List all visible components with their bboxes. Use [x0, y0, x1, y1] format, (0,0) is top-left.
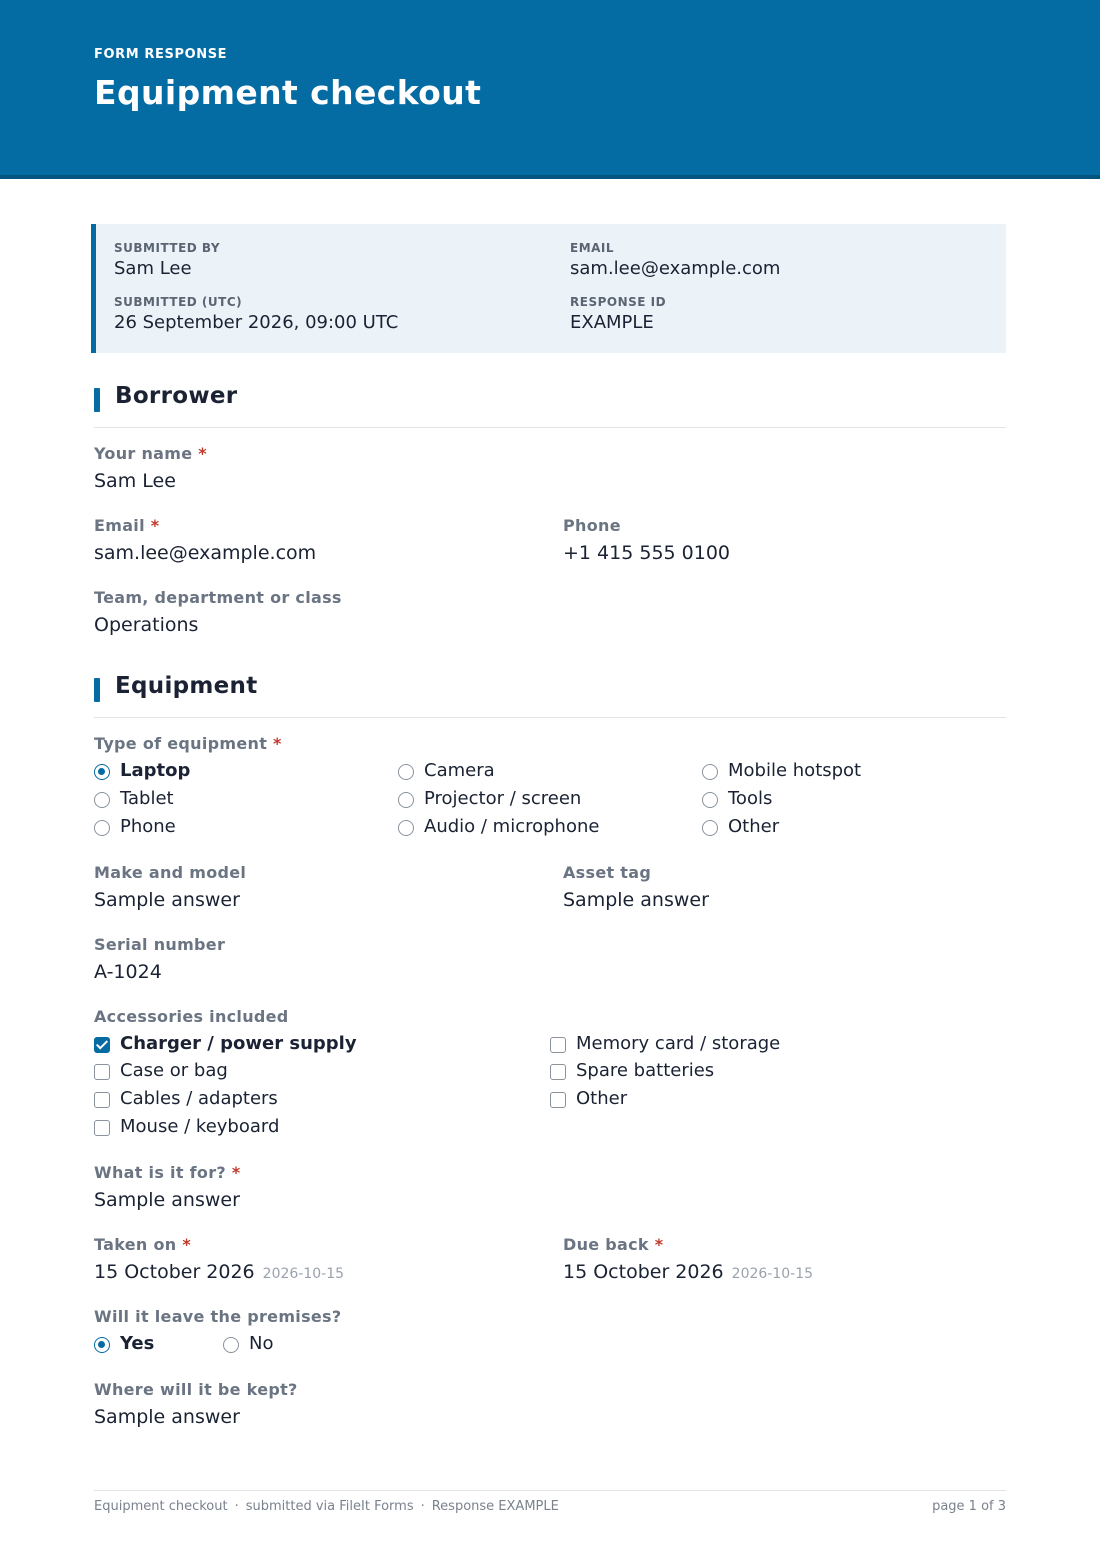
field-value: Sample answer — [94, 889, 240, 911]
section-equipment — [94, 673, 1006, 718]
checkbox-empty-icon — [94, 1092, 110, 1108]
page-footer — [94, 1490, 1006, 1514]
field-value: Sample answer — [94, 1189, 240, 1211]
field-type-of-equipment — [94, 734, 282, 753]
checkbox-empty-icon — [94, 1120, 110, 1136]
meta-value: EXAMPLE — [570, 312, 654, 333]
field-make-and-model — [94, 863, 246, 911]
required-marker: * — [654, 1235, 664, 1254]
iso-date: 2026-10-15 — [262, 1266, 345, 1282]
field-label: Where will it be kept? — [94, 1380, 298, 1399]
radio-empty-icon — [398, 820, 414, 836]
iso-date: 2026-10-15 — [731, 1266, 814, 1282]
field-accessories — [94, 1007, 289, 1026]
meta-label: EMAIL — [570, 241, 615, 255]
field-your-name — [94, 444, 207, 492]
form-header — [0, 0, 1100, 179]
field-label: Taken on * — [94, 1235, 192, 1254]
field-value: Operations — [94, 614, 199, 636]
field-value: sam.lee@example.com — [94, 542, 317, 564]
checkbox-empty-icon — [550, 1064, 566, 1080]
field-serial-number — [94, 935, 225, 983]
footer-info: Equipment checkout · submitted via FileIt Forms · Response EXAMPLE — [94, 1499, 559, 1514]
field-asset-tag — [563, 863, 709, 911]
field-value: Sam Lee — [94, 470, 176, 492]
checkbox-empty-icon — [550, 1037, 566, 1053]
submission-meta — [91, 224, 1006, 353]
section-accent-bar — [94, 678, 100, 702]
field-taken-on — [94, 1235, 344, 1283]
field-email — [94, 516, 316, 564]
radio-selected-icon — [94, 1337, 110, 1353]
field-phone — [563, 516, 730, 564]
section-title: Equipment — [115, 673, 258, 699]
radio-empty-icon — [702, 820, 718, 836]
field-label: Asset tag — [563, 863, 652, 882]
field-value: Sample answer — [563, 889, 709, 911]
meta-submitted-utc — [114, 295, 398, 333]
radio-empty-icon — [223, 1337, 239, 1353]
required-marker: * — [150, 516, 160, 535]
footer-form-name: Equipment checkout — [94, 1499, 228, 1514]
meta-submitted-by — [114, 241, 220, 279]
checkbox-empty-icon — [550, 1092, 566, 1108]
meta-response-id — [570, 295, 666, 333]
footer-submitted-via: submitted via FileIt Forms — [245, 1499, 414, 1514]
field-label: Type of equipment * — [94, 734, 282, 753]
field-what-is-it-for — [94, 1163, 241, 1211]
field-label: Team, department or class — [94, 588, 342, 607]
footer-response: Response EXAMPLE — [431, 1499, 559, 1514]
field-label: Make and model — [94, 863, 247, 882]
required-marker: * — [231, 1163, 241, 1182]
section-title: Borrower — [115, 383, 238, 409]
field-label: Due back * — [563, 1235, 664, 1254]
meta-value: 26 September 2026, 09:00 UTC — [114, 312, 399, 333]
field-value: A-1024 — [94, 961, 162, 983]
section-accent-bar — [94, 388, 100, 412]
field-value: 15 October 2026 2026-10-15 — [94, 1261, 345, 1283]
required-marker: * — [182, 1235, 192, 1254]
radio-empty-icon — [398, 764, 414, 780]
field-label: Email * — [94, 516, 160, 535]
field-label: Will it leave the premises? — [94, 1307, 342, 1326]
meta-value: sam.lee@example.com — [570, 258, 781, 279]
field-value: +1 415 555 0100 — [563, 542, 731, 564]
field-leave-premises — [94, 1307, 341, 1326]
field-where-kept — [94, 1380, 298, 1428]
radio-empty-icon — [702, 792, 718, 808]
section-borrower — [94, 383, 1006, 428]
radio-empty-icon — [398, 792, 414, 808]
radio-empty-icon — [94, 820, 110, 836]
radio-selected-icon — [94, 764, 110, 780]
field-label: Your name * — [94, 444, 207, 463]
checkbox-empty-icon — [94, 1064, 110, 1080]
checkbox-checked-icon — [94, 1037, 110, 1053]
form-kicker: FORM RESPONSE — [94, 47, 228, 62]
field-label: Serial number — [94, 935, 226, 954]
meta-value: Sam Lee — [114, 258, 192, 279]
field-label: Accessories included — [94, 1007, 289, 1026]
required-marker: * — [273, 734, 282, 753]
field-value: Sample answer — [94, 1406, 240, 1428]
form-title: Equipment checkout — [94, 73, 482, 112]
field-label: What is it for? * — [94, 1163, 241, 1182]
field-label: Phone — [563, 516, 621, 535]
field-due-back — [563, 1235, 813, 1283]
required-marker: * — [198, 444, 207, 463]
meta-label: SUBMITTED BY — [114, 241, 221, 255]
radio-empty-icon — [702, 764, 718, 780]
field-value: 15 October 2026 2026-10-15 — [563, 1261, 814, 1283]
meta-label: RESPONSE ID — [570, 295, 667, 309]
meta-email — [570, 241, 780, 279]
meta-label: SUBMITTED (UTC) — [114, 295, 243, 309]
page-number: page 1 of 3 — [932, 1499, 1006, 1514]
field-team — [94, 588, 342, 636]
radio-empty-icon — [94, 792, 110, 808]
